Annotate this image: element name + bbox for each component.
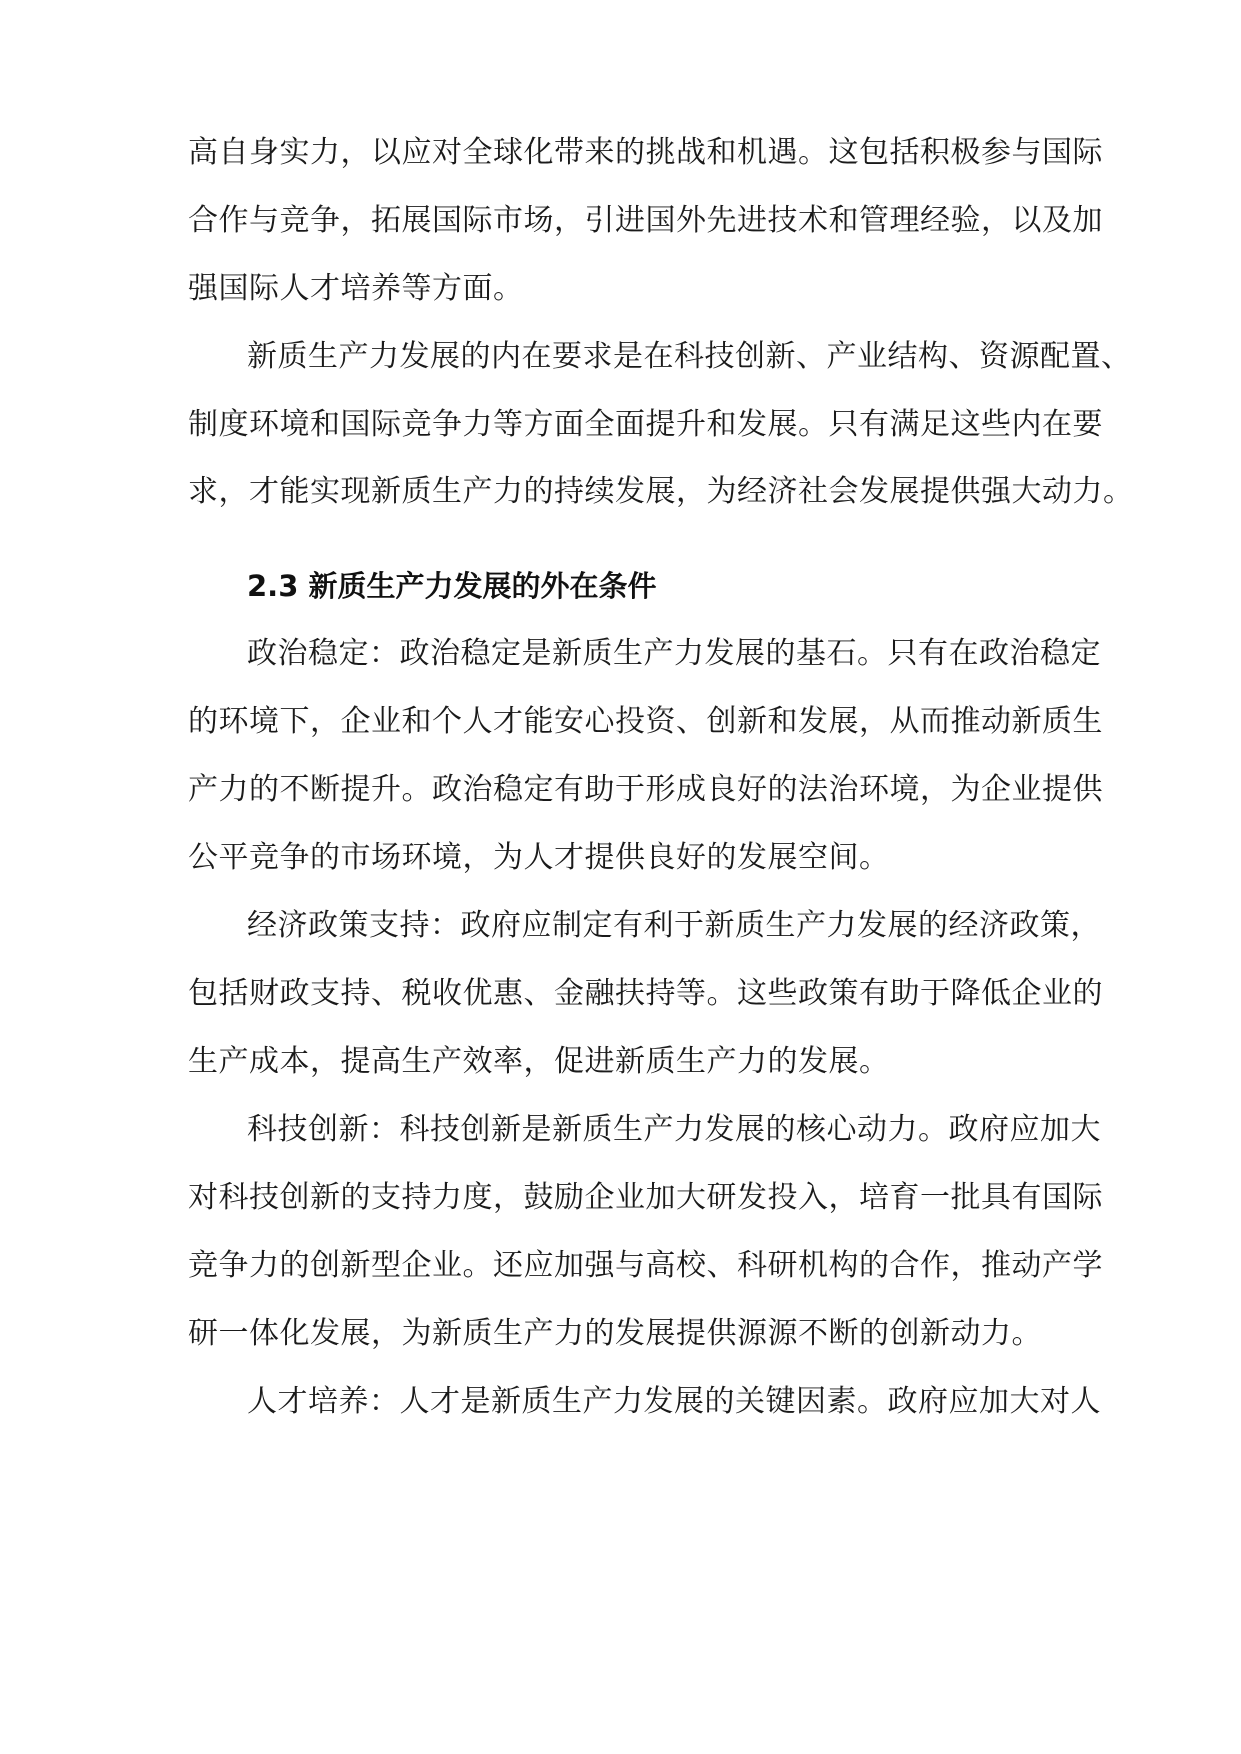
paragraph-first-line: 新质生产力发展的内在要求是在科技创新、产业结构、资源配置、 [247, 339, 1132, 374]
body-text-line: 强国际人才培养等方面。 [188, 271, 524, 306]
body-text-line: 生产成本，提高生产效率，促进新质生产力的发展。 [188, 1044, 890, 1079]
body-text-line: 制度环境和国际竞争力等方面全面提升和发展。只有满足这些内在要 [188, 407, 1103, 442]
body-text-line: 对科技创新的支持力度，鼓励企业加大研发投入，培育一批具有国际 [188, 1180, 1103, 1215]
body-text-line: 高自身实力，以应对全球化带来的挑战和机遇。这包括积极参与国际 [188, 135, 1103, 170]
body-text-line: 产力的不断提升。政治稳定有助于形成良好的法治环境，为企业提供 [188, 772, 1103, 807]
body-text-line: 研一体化发展，为新质生产力的发展提供源源不断的创新动力。 [188, 1316, 1042, 1351]
body-text-line: 的环境下，企业和个人才能安心投资、创新和发展，从而推动新质生 [188, 704, 1103, 739]
body-text-line: 竞争力的创新型企业。还应加强与高校、科研机构的合作，推动产学 [188, 1248, 1103, 1283]
body-text-line: 求，才能实现新质生产力的持续发展，为经济社会发展提供强大动力。 [188, 474, 1134, 509]
section-heading: 2.3 新质生产力发展的外在条件 [247, 569, 657, 603]
paragraph-first-line: 经济政策支持：政府应制定有利于新质生产力发展的经济政策， [247, 908, 1101, 943]
paragraph-first-line: 政治稳定：政治稳定是新质生产力发展的基石。只有在政治稳定 [247, 636, 1101, 671]
body-text-line: 合作与竞争，拓展国际市场，引进国外先进技术和管理经验，以及加 [188, 203, 1103, 238]
body-text-line: 包括财政支持、税收优惠、金融扶持等。这些政策有助于降低企业的 [188, 976, 1103, 1011]
body-text-line: 公平竞争的市场环境，为人才提供良好的发展空间。 [188, 840, 890, 875]
paragraph-first-line: 人才培养：人才是新质生产力发展的关键因素。政府应加大对人 [247, 1384, 1101, 1419]
paragraph-first-line: 科技创新：科技创新是新质生产力发展的核心动力。政府应加大 [247, 1112, 1101, 1147]
